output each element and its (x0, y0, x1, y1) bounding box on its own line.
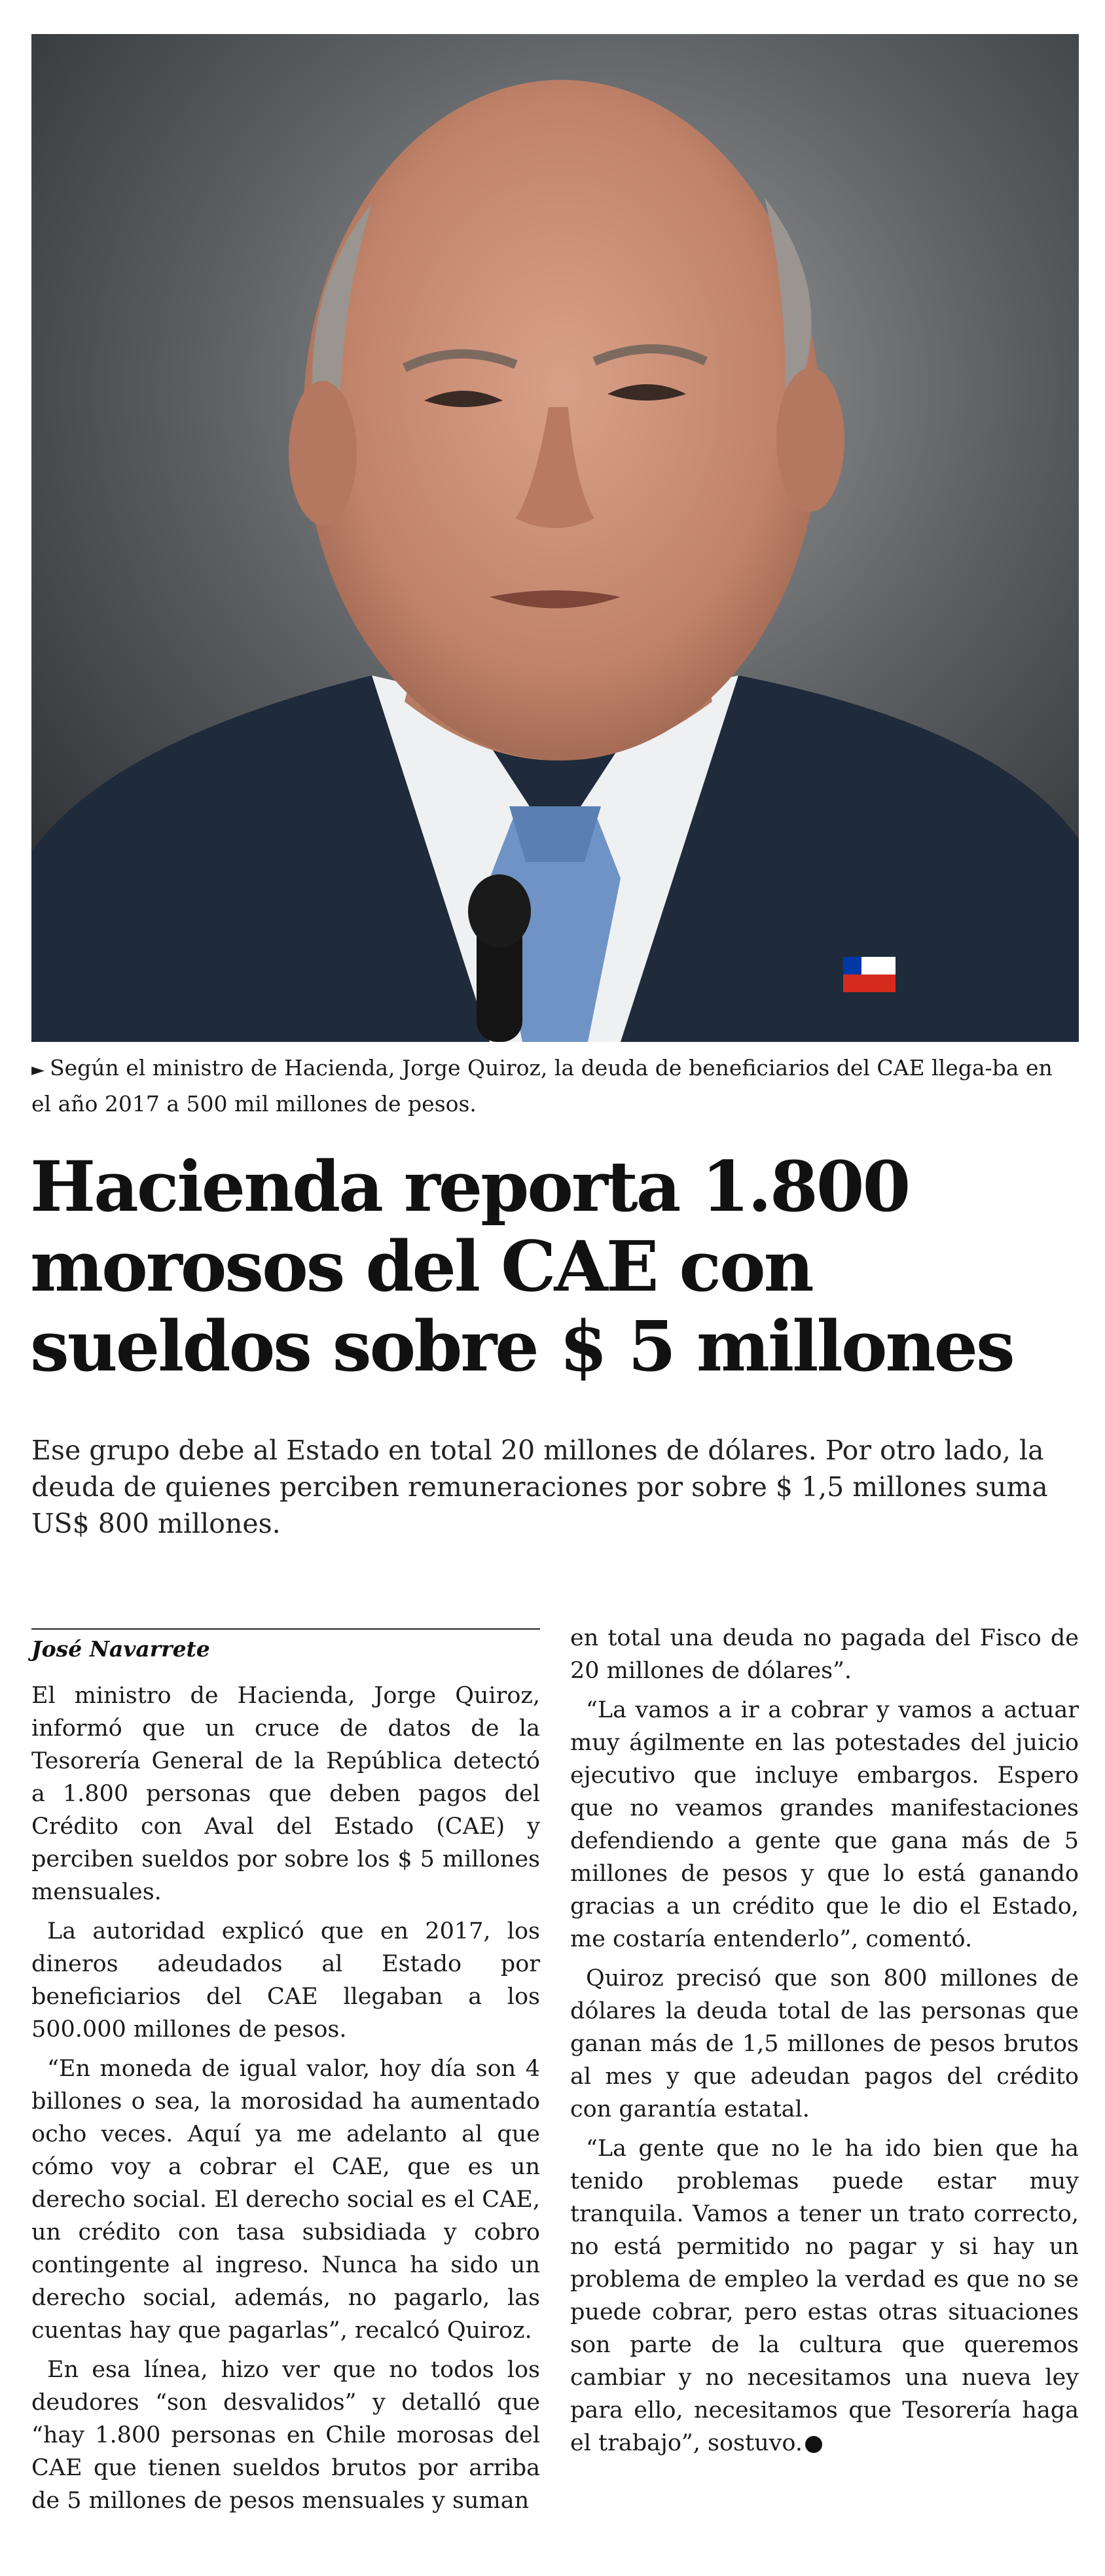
lead-line-2: deuda de quienes perciben remuneraciones por sobre $ 1,5 millones suma (31, 1471, 1048, 1503)
body-paragraph: Quiroz precisó que son 800 millones de dólares la deuda total de las personas que ganan más de 1,5 millones de pesos brutos al mes y que adeudan pagos del crédito con garantía estatal. (570, 1965, 1079, 2122)
body-paragraph-text: “La gente que no le ha ido bien que ha tenido problemas puede estar muy tranquila. Vamos a tener un trato correcto, no está permitido no pagar y si hay un problema de empleo la verdad es que no se puede cobrar, pero estas otras situaciones son parte de la cultura que queremos cambiar y no necesitamos una nueva ley para ello, necesitamos que Tesorería haga el trabajo”, sostuvo. (570, 2136, 1079, 2456)
lead-line-1: Ese grupo debe al Estado en total 20 millones de dólares. Por otro lado, la (31, 1435, 1044, 1466)
headline (30, 1147, 1084, 1386)
caption-text: Según el ministro de Hacienda, Jorge Quiroz, la deuda de beneficiarios del CAE llega-ba en el año 2017 a 500 mil millones de pesos. (31, 1055, 1053, 1117)
body-paragraph: en total una deuda no pagada del Fisco de 20 millones de dólares”. (570, 1625, 1079, 1684)
article-photo (31, 34, 1079, 1042)
body-paragraph: “La vamos a ir a cobrar y vamos a actuar muy ágilmente en las potestades del juicio ejecutivo que incluye embargos. Espero que no veamos grandes manifestaciones defendiendo a gente que gana más de 5 millones de pesos y que lo está ganando gracias a un crédito que le dio el Estado, me costaría entenderlo”, comentó. (570, 1697, 1079, 1952)
lead-paragraph (31, 1432, 1079, 1542)
caption-arrow-icon: ► (31, 1060, 45, 1080)
body-paragraph: “En moneda de igual valor, hoy día son 4 billones o sea, la morosidad ha aumentado ocho veces. Aquí ya me adelanto al que cómo voy a cobrar el CAE, que es un derecho social. El derecho social es el CAE, un crédito con tasa subsidiada y cobro contingente al ingreso. Nunca ha sido un derecho social, además, no pagarlo, las cuentas hay que pagarlas”, recalcó Quiroz. (31, 2056, 540, 2344)
lead-line-3: US$ 800 millones. (31, 1508, 281, 1539)
author-byline: José Navarrete (31, 1628, 540, 1664)
headline-line-1: Hacienda reporta 1.800 (30, 1145, 909, 1227)
body-paragraph: El ministro de Hacienda, Jorge Quiroz, informó que un cruce de datos de la Tesorería General de la República detectó a 1.800 personas que deben pagos del Crédito con Aval del Estado (CAE) y perciben sueldos por sobre los $ 5 millones mensuales. (31, 1683, 540, 1905)
headline-line-3: sueldos sobre $ 5 millones (30, 1305, 1013, 1387)
body-paragraph: En esa línea, hizo ver que no todos los deudores “son desvalidos” y detalló que “hay 1.800 personas en Chile morosas del CAE que tienen sueldos brutos por arriba de 5 millones de pesos mensuales y suman (31, 2357, 540, 2514)
headline-line-2: morosos del CAE con (30, 1225, 812, 1307)
body-column-right (570, 1622, 1079, 2466)
portrait-illustration (31, 34, 1079, 1042)
end-of-article-icon (805, 2436, 822, 2453)
body-column-left (31, 1679, 540, 2524)
body-paragraph-final (570, 2132, 1079, 2460)
photo-caption (31, 1051, 1079, 1121)
body-paragraph: La autoridad explicó que en 2017, los dineros adeudados al Estado por beneficiarios del CAE llegaban a los 500.000 millones de pesos. (31, 1918, 540, 2043)
